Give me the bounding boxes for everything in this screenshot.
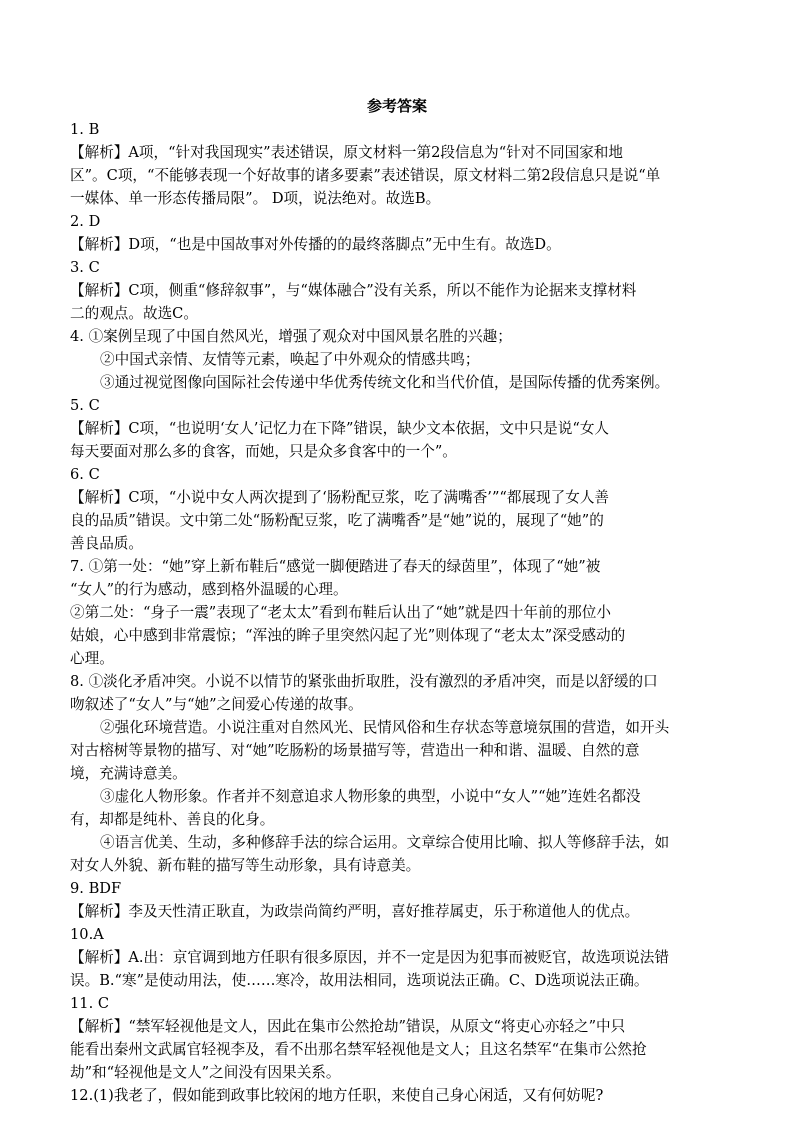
answer-line: 6. C [70, 466, 100, 483]
answer-line: 每天要面对那么多的食客，而她，只是众多食客中的一个”。 [70, 443, 457, 460]
answer-content [70, 118, 724, 1107]
answer-line: 4. ①案例呈现了中国自然风光，增强了观众对中国风景名胜的兴趣； [70, 328, 512, 345]
answer-line: 一媒体、单一形态传播局限”。 D项，说法绝对。故选B。 [70, 190, 441, 207]
answer-line: ④语言优美、生动，多种修辞手法的综合运用。文章综合使用比喻、拟人等修辞手法，如 [100, 834, 670, 851]
answer-line: ③虚化人物形象。作者并不刻意追求人物形象的典型，小说中“女人”“她”连姓名都没 [100, 788, 641, 805]
answer-line: 二的观点。故选C。 [70, 305, 198, 322]
answer-line: ③通过视觉图像向国际社会传递中华优秀传统文化和当代价值，是国际传播的优秀案例。 [100, 374, 670, 391]
answer-line: ②第二处：“身子一震”表现了“老太太”看到布鞋后认出了“她”就是四十年前的那位小 [70, 604, 611, 621]
answer-line: 【解析】C项，侧重“修辞叙事”，与“媒体融合”没有关系，所以不能作为论据来支撑材料 [70, 282, 637, 299]
answer-line: 3. C [70, 259, 100, 276]
answer-line: 【解析】C项，“小说中女人两次提到了‘肠粉配豆浆，吃了满嘴香’”“都展现了女人善 [70, 489, 610, 506]
answer-line: 【解析】A项，“针对我国现实”表述错误，原文材料一第2段信息为“针对不同国家和地 [70, 144, 623, 161]
answer-line: 有，却都是纯朴、善良的化身。 [70, 811, 275, 828]
page-title: 参考答案 [366, 97, 427, 115]
answer-line: 吻叙述了“女人”与“她”之间爱心传递的故事。 [70, 696, 363, 713]
answer-line: 善良品质。 [70, 535, 143, 552]
answer-line: 12.(1)我老了，假如能到政事比较闲的地方任职，来使自己身心闲适，又有何妨呢? [70, 1087, 604, 1104]
answer-line: 7. ①第一处：“她”穿上新布鞋后“感觉一脚便踏进了春天的绿茵里”，体现了“她”被 [70, 558, 601, 575]
answer-line: 区”。C项，“不能够表现一个好故事的诸多要素”表述错误，原文材料二第2段信息只是说“单 [70, 167, 661, 184]
answer-line: 劫”和“轻视他是文人”之间没有因果关系。 [70, 1064, 341, 1081]
answer-line: 误。B.“寒”是使动用法，使……寒冷，故用法相同，选项说法正确。C、D选项说法正确。 [70, 972, 649, 989]
answer-line: 11. C [70, 995, 110, 1012]
answer-line: 心理。 [70, 650, 114, 667]
answer-line: 【解析】李及天性清正耿直，为政崇尚简约严明，喜好推荐属吏，乐于称道他人的优点。 [70, 903, 640, 920]
answer-line: 对古榕树等景物的描写、对“她”吃肠粉的场景描写等，营造出一种和谐、温暖、自然的意 [70, 742, 640, 759]
answer-line: 2. D [70, 213, 101, 230]
answer-line: 【解析】“禁军轻视他是文人，因此在集市公然抢劫”错误，从原文“将吏心亦轻之”中只 [70, 1018, 626, 1035]
answer-line: 【解析】D项，“也是中国故事对外传播的的最终落脚点”无中生有。故选D。 [70, 236, 561, 253]
answer-line: 良的品质”错误。文中第二处“肠粉配豆浆，吃了满嘴香”是“她”说的，展现了“她”的 [70, 512, 604, 529]
answer-line: 【解析】C项，“也说明‘女人’记忆力在下降”错误，缺少文本依据，文中只是说“女人 [70, 420, 610, 437]
answer-line: 对女人外貌、新布鞋的描写等生动形象，具有诗意美。 [70, 857, 421, 874]
answer-line: 能看出秦州文武属官轻视李及，看不出那名禁军轻视他是文人；且这名禁军“在集市公然抢 [70, 1041, 647, 1058]
answer-line: 1. B [70, 121, 100, 138]
answer-line: 8. ①淡化矛盾冲突。小说不以情节的紧张曲折取胜，没有激烈的矛盾冲突，而是以舒缓的口 [70, 673, 658, 690]
answer-line: 【解析】A.出：京官调到地方任职有很多原因，并不一定是因为犯事而被贬官，故选项说法错 [70, 949, 669, 966]
answer-line: 境，充满诗意美。 [70, 765, 187, 782]
answer-line: 9. BDF [70, 880, 122, 897]
answer-line: ②中国式亲情、友情等元素，唤起了中外观众的情感共鸣； [100, 351, 480, 368]
answer-line: ②强化环境营造。小说注重对自然风光、民情风俗和生存状态等意境氛围的营造，如开头 [100, 719, 670, 736]
answer-line: 姑娘，心中感到非常震惊；“浑浊的眸子里突然闪起了光”则体现了“老太太”深受感动的 [70, 627, 626, 644]
answer-line: 5. C [70, 397, 100, 414]
answer-line: 10.A [70, 926, 104, 943]
answer-line: “女人”的行为感动，感到格外温暖的心理。 [70, 581, 348, 598]
